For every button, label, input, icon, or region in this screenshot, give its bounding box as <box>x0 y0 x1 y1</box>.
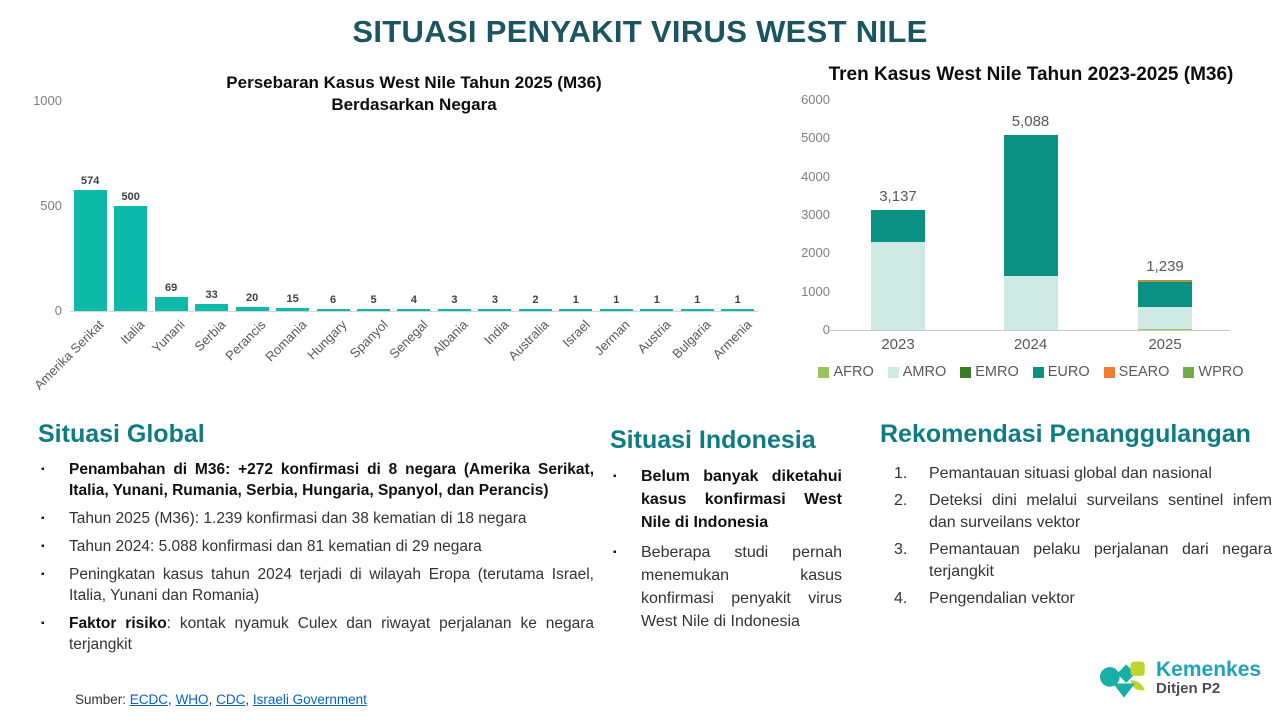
total-label: 1,239 <box>1146 257 1184 275</box>
legend-item-afro <box>818 364 873 380</box>
trend-chart-legend <box>788 364 1274 380</box>
bar-segment-euro <box>871 210 925 242</box>
situasi-indonesia-list <box>610 465 842 633</box>
bar-value-label: 1 <box>653 293 660 306</box>
list-item: ▪ Tahun 2024: 5.088 konfirmasi dan 81 kematian di 29 negara <box>38 536 594 557</box>
bar-slot <box>232 292 272 311</box>
bar-slot <box>677 294 717 312</box>
bar <box>438 309 471 312</box>
x-category-label: Australia <box>505 317 553 364</box>
legend-label: EURO <box>1047 364 1090 380</box>
x-category-label: Albania <box>429 317 472 359</box>
country-chart-title: Persebaran Kasus West Nile Tahun 2025 (M36) Berdasarkan Negara <box>226 73 602 115</box>
page-title: SITUASI PENYAKIT VIRUS WEST NILE <box>352 14 928 49</box>
list-item: ▪ Beberapa studi pernah menemukan kasus konfirmasi penyakit virus West Nile di Indonesia <box>610 541 842 633</box>
stacked-bar <box>1004 135 1058 330</box>
stacked-bar <box>871 210 925 330</box>
bar-slot <box>596 294 636 312</box>
bar <box>397 309 430 312</box>
x-category-label: Spanyol <box>346 317 391 361</box>
trend-chart <box>788 58 1274 408</box>
bar <box>640 309 673 312</box>
bar <box>357 309 390 312</box>
x-category-label: Jerman <box>591 317 633 359</box>
bar-value-label: 20 <box>245 291 259 304</box>
list-item: 3. Pemantauan pelaku perjalanan dari negara terjangkit <box>894 541 1272 580</box>
bar-value-label: 15 <box>286 292 299 305</box>
situasi-indonesia-heading: Situasi Indonesia <box>610 426 816 454</box>
bar-slot <box>191 289 231 311</box>
bar-slot <box>515 294 555 312</box>
section-situasi-indonesia <box>610 426 842 640</box>
x-category-label: Amerika Serikat <box>31 317 107 393</box>
kemenkes-logo-icon <box>1100 656 1148 700</box>
kemenkes-logo <box>1100 656 1261 700</box>
bar-slot <box>353 294 393 312</box>
y-tick-label: 1000 <box>33 93 62 108</box>
source-link-israeli-government[interactable]: Israeli Government <box>252 692 367 707</box>
list-item: ▪ Belum banyak diketahui kasus konfirmasi West Nile di Indonesia <box>610 465 842 534</box>
list-item: 1. Pemantauan situasi global dan nasional <box>894 465 1212 482</box>
x-category-label: Hungary <box>304 317 350 363</box>
bar-slot <box>434 294 474 312</box>
list-item: ▪ Tahun 2025 (M36): 1.239 konfirmasi dan 38 kematian di 18 negara <box>38 508 594 529</box>
x-category-label: Armenia <box>709 317 755 362</box>
bar-segment-euro <box>1004 135 1058 276</box>
bar-value-label: 1 <box>734 293 741 306</box>
x-category-label: 2024 <box>1013 336 1048 353</box>
bar-segment-amro <box>1138 307 1192 329</box>
bar-value-label: 6 <box>329 293 337 306</box>
bar-slot <box>110 191 150 311</box>
situasi-global-heading: Situasi Global <box>38 420 205 448</box>
bar <box>114 206 147 311</box>
bar <box>600 309 633 312</box>
source-line: Sumber: ECDC, WHO, CDC, Israeli Government <box>75 692 367 707</box>
bar-value-label: 4 <box>410 293 418 306</box>
x-category-label: Austria <box>634 317 674 357</box>
bar <box>478 309 511 312</box>
bar-segment-euro <box>1138 282 1192 307</box>
bar-value-label: 574 <box>81 175 100 188</box>
bar-segment-afro <box>1138 329 1192 330</box>
bar-slot <box>313 294 353 312</box>
y-tick-label: 1000 <box>801 283 830 299</box>
bar-slot <box>272 293 312 311</box>
list-item: 2. Deteksi dini melalui surveilans sentinel infem dan surveilans vektor <box>894 492 1272 531</box>
source-link-cdc[interactable]: CDC <box>216 692 246 707</box>
bar <box>195 304 228 311</box>
x-category-label: India <box>480 317 512 348</box>
trend-chart-plot <box>830 100 1230 331</box>
total-label: 5,088 <box>1011 112 1050 130</box>
y-tick-label: 500 <box>40 198 62 213</box>
legend-swatch <box>1183 367 1194 378</box>
x-category-label: Italia <box>117 317 148 348</box>
x-category-label: Perancis <box>222 317 269 364</box>
y-tick-label: 3000 <box>801 207 830 222</box>
legend-item-wpro <box>1183 364 1243 380</box>
bar-slot <box>718 294 758 312</box>
country-chart <box>20 66 768 416</box>
legend-label: AMRO <box>902 364 947 380</box>
x-category-label: Senegal <box>386 317 431 362</box>
bar-value-label: 2 <box>532 293 539 306</box>
bar-value-label: 69 <box>165 281 178 294</box>
bar <box>519 309 552 312</box>
list-item: ▪ Penambahan di M36: +272 konfirmasi di 8 negara (Amerika Serikat, Italia, Yunani, Rumania, Serbia, Hungaria, Spanyol, dan Perancis) <box>38 459 594 501</box>
bar <box>681 309 714 312</box>
rekomendasi-heading: Rekomendasi Penanggulangan <box>880 420 1251 448</box>
legend-item-emro <box>960 364 1019 380</box>
total-label: 3,137 <box>879 187 917 205</box>
y-tick-label: 0 <box>54 303 62 318</box>
list-item: 4. Pengendalian vektor <box>894 590 1075 607</box>
x-category-label: 2023 <box>881 336 915 353</box>
bar-slot <box>556 294 596 312</box>
y-tick-label: 4000 <box>801 168 830 184</box>
x-category-label: Yunani <box>149 317 188 356</box>
source-link-ecdc[interactable]: ECDC <box>129 692 169 707</box>
legend-swatch <box>1104 367 1115 378</box>
legend-swatch <box>888 367 899 378</box>
logo-unit: Ditjen P2 <box>1156 680 1221 698</box>
bar-slot <box>70 175 110 311</box>
bar-value-label: 1 <box>572 293 579 306</box>
bar-value-label: 3 <box>451 293 458 306</box>
y-tick-label: 0 <box>822 322 830 337</box>
bar <box>236 307 269 311</box>
source-link-who[interactable]: WHO <box>175 692 209 707</box>
y-tick-label: 6000 <box>801 92 830 107</box>
list-item: ▪ Peningkatan kasus tahun 2024 terjadi di wilayah Eropa (terutama Israel, Italia, Yunani dan Romania) <box>38 564 594 606</box>
legend-label: AFRO <box>833 364 874 380</box>
logo-brand: Kemenkes <box>1156 658 1262 682</box>
bar <box>559 309 592 312</box>
x-category-label: Bulgaria <box>669 317 714 362</box>
legend-label: EMRO <box>975 364 1019 380</box>
legend-label: SEARO <box>1118 364 1170 380</box>
bar <box>276 308 309 311</box>
bar <box>721 309 754 312</box>
x-category-label: 2025 <box>1148 336 1182 353</box>
rekomendasi-list <box>894 463 1272 610</box>
bar-value-label: 3 <box>491 293 498 306</box>
country-chart-plot <box>70 101 758 312</box>
x-category-label: Israel <box>559 317 593 351</box>
legend-label: WPRO <box>1198 364 1244 380</box>
source-label: Sumber: <box>75 692 130 707</box>
legend-swatch <box>1033 367 1044 378</box>
y-tick-label: 2000 <box>801 245 830 261</box>
bar-slot <box>151 282 191 311</box>
x-category-label: Serbia <box>191 317 229 355</box>
bar-value-label: 33 <box>205 289 218 302</box>
bar-segment-amro <box>871 242 925 330</box>
legend-item-euro <box>1033 364 1090 380</box>
list-item: ▪ Faktor risiko: kontak nyamuk Culex dan riwayat perjalanan ke negara terjangkit <box>38 613 594 655</box>
section-situasi-global <box>38 420 594 662</box>
bar <box>317 309 350 312</box>
bar <box>74 190 107 311</box>
trend-chart-title: Tren Kasus West Nile Tahun 2023-2025 (M36) <box>828 64 1234 85</box>
legend-swatch <box>818 367 829 378</box>
section-rekomendasi <box>880 420 1272 615</box>
bar-slot <box>394 294 434 312</box>
situasi-global-list <box>38 459 594 655</box>
bar-value-label: 1 <box>613 293 620 306</box>
legend-item-searo <box>1104 364 1170 380</box>
bar-slot <box>637 294 677 312</box>
x-category-label: Romania <box>261 317 310 365</box>
bar-value-label: 5 <box>370 293 377 306</box>
legend-item-amro <box>888 364 947 380</box>
bar-slot <box>475 294 515 312</box>
y-tick-label: 5000 <box>801 130 830 146</box>
legend-swatch <box>960 367 971 378</box>
stacked-bar <box>1138 280 1192 330</box>
bar-segment-amro <box>1004 276 1058 330</box>
bar-value-label: 1 <box>694 293 701 306</box>
bar <box>155 297 188 311</box>
bar-value-label: 500 <box>121 191 140 203</box>
